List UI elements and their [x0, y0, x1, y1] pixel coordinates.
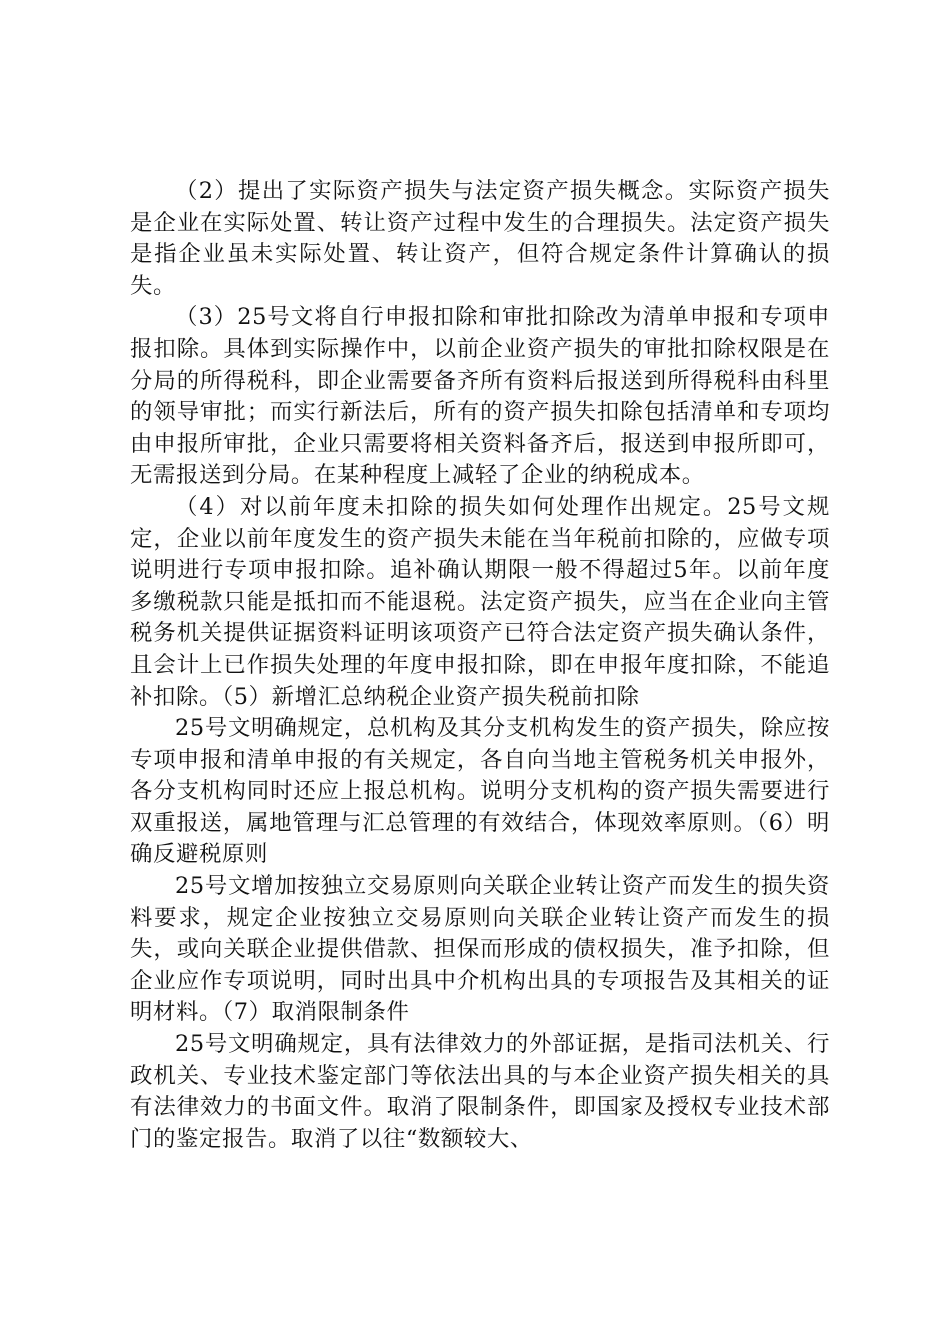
paragraph-4-prior-year-losses: （4）对以前年度未扣除的损失如何处理作出规定。25号文规定，企业以前年度发生的资产损失未能在当年税前扣除的，应做专项说明进行专项申报扣除。追补确认期限一般不得超过5年。以前年度多缴税款只能是抵扣而不能退税。法定资产损失，应当在企业向主管税务机关提供证据资料证明该项资产已符合法定资产损失确认条件，且会计上已作损失处理的年度申报扣除，即在申报年度扣除，不能追补扣除。（5）新增汇总纳税企业资产损失税前扣除: [130, 493, 830, 710]
paragraph-3-declaration-method: （3）25号文将自行申报扣除和审批扣除改为清单申报和专项申报扣除。具体到实际操作中，以前企业资产损失的审批扣除权限是在分局的所得税科，即企业需要备齐所有资料后报送到所得税科由科里的领导审批；而实行新法后，所有的资产损失扣除包括清单和专项均由申报所审批，企业只需要将相关资料备齐后，报送到申报所即可，无需报送到分局。在某种程度上减轻了企业的纳税成本。: [130, 304, 830, 489]
paragraph-consolidated-taxpayer: 25号文明确规定，总机构及其分支机构发生的资产损失，除应按专项申报和清单申报的有关规定，各自向当地主管税务机关申报外，各分支机构同时还应上报总机构。说明分支机构的资产损失需要进行双重报送，属地管理与汇总管理的有效结合，体现效率原则。（6）明确反避税原则: [130, 715, 830, 868]
paragraph-2-actual-vs-statutory-loss: （2）提出了实际资产损失与法定资产损失概念。实际资产损失是企业在实际处置、转让资产过程中发生的合理损失。法定资产损失是指企业虽未实际处置、转让资产，但符合规定条件计算确认的损失。: [130, 178, 830, 299]
paragraph-external-evidence: 25号文明确规定，具有法律效力的外部证据，是指司法机关、行政机关、专业技术鉴定部门等依法出具的与本企业资产损失相关的具有法律效力的书面文件。取消了限制条件，即国家及授权专业技术部门的鉴定报告。取消了以往“数额较大、: [130, 1031, 830, 1152]
document-body: [130, 176, 830, 1155]
paragraph-anti-avoidance: 25号文增加按独立交易原则向关联企业转让资产而发生的损失资料要求，规定企业按独立交易原则向关联企业转让资产而发生的损失，或向关联企业提供借款、担保而形成的债权损失，准予扣除，但企业应作专项说明，同时出具中介机构出具的专项报告及其相关的证明材料。（7）取消限制条件: [130, 873, 830, 1026]
